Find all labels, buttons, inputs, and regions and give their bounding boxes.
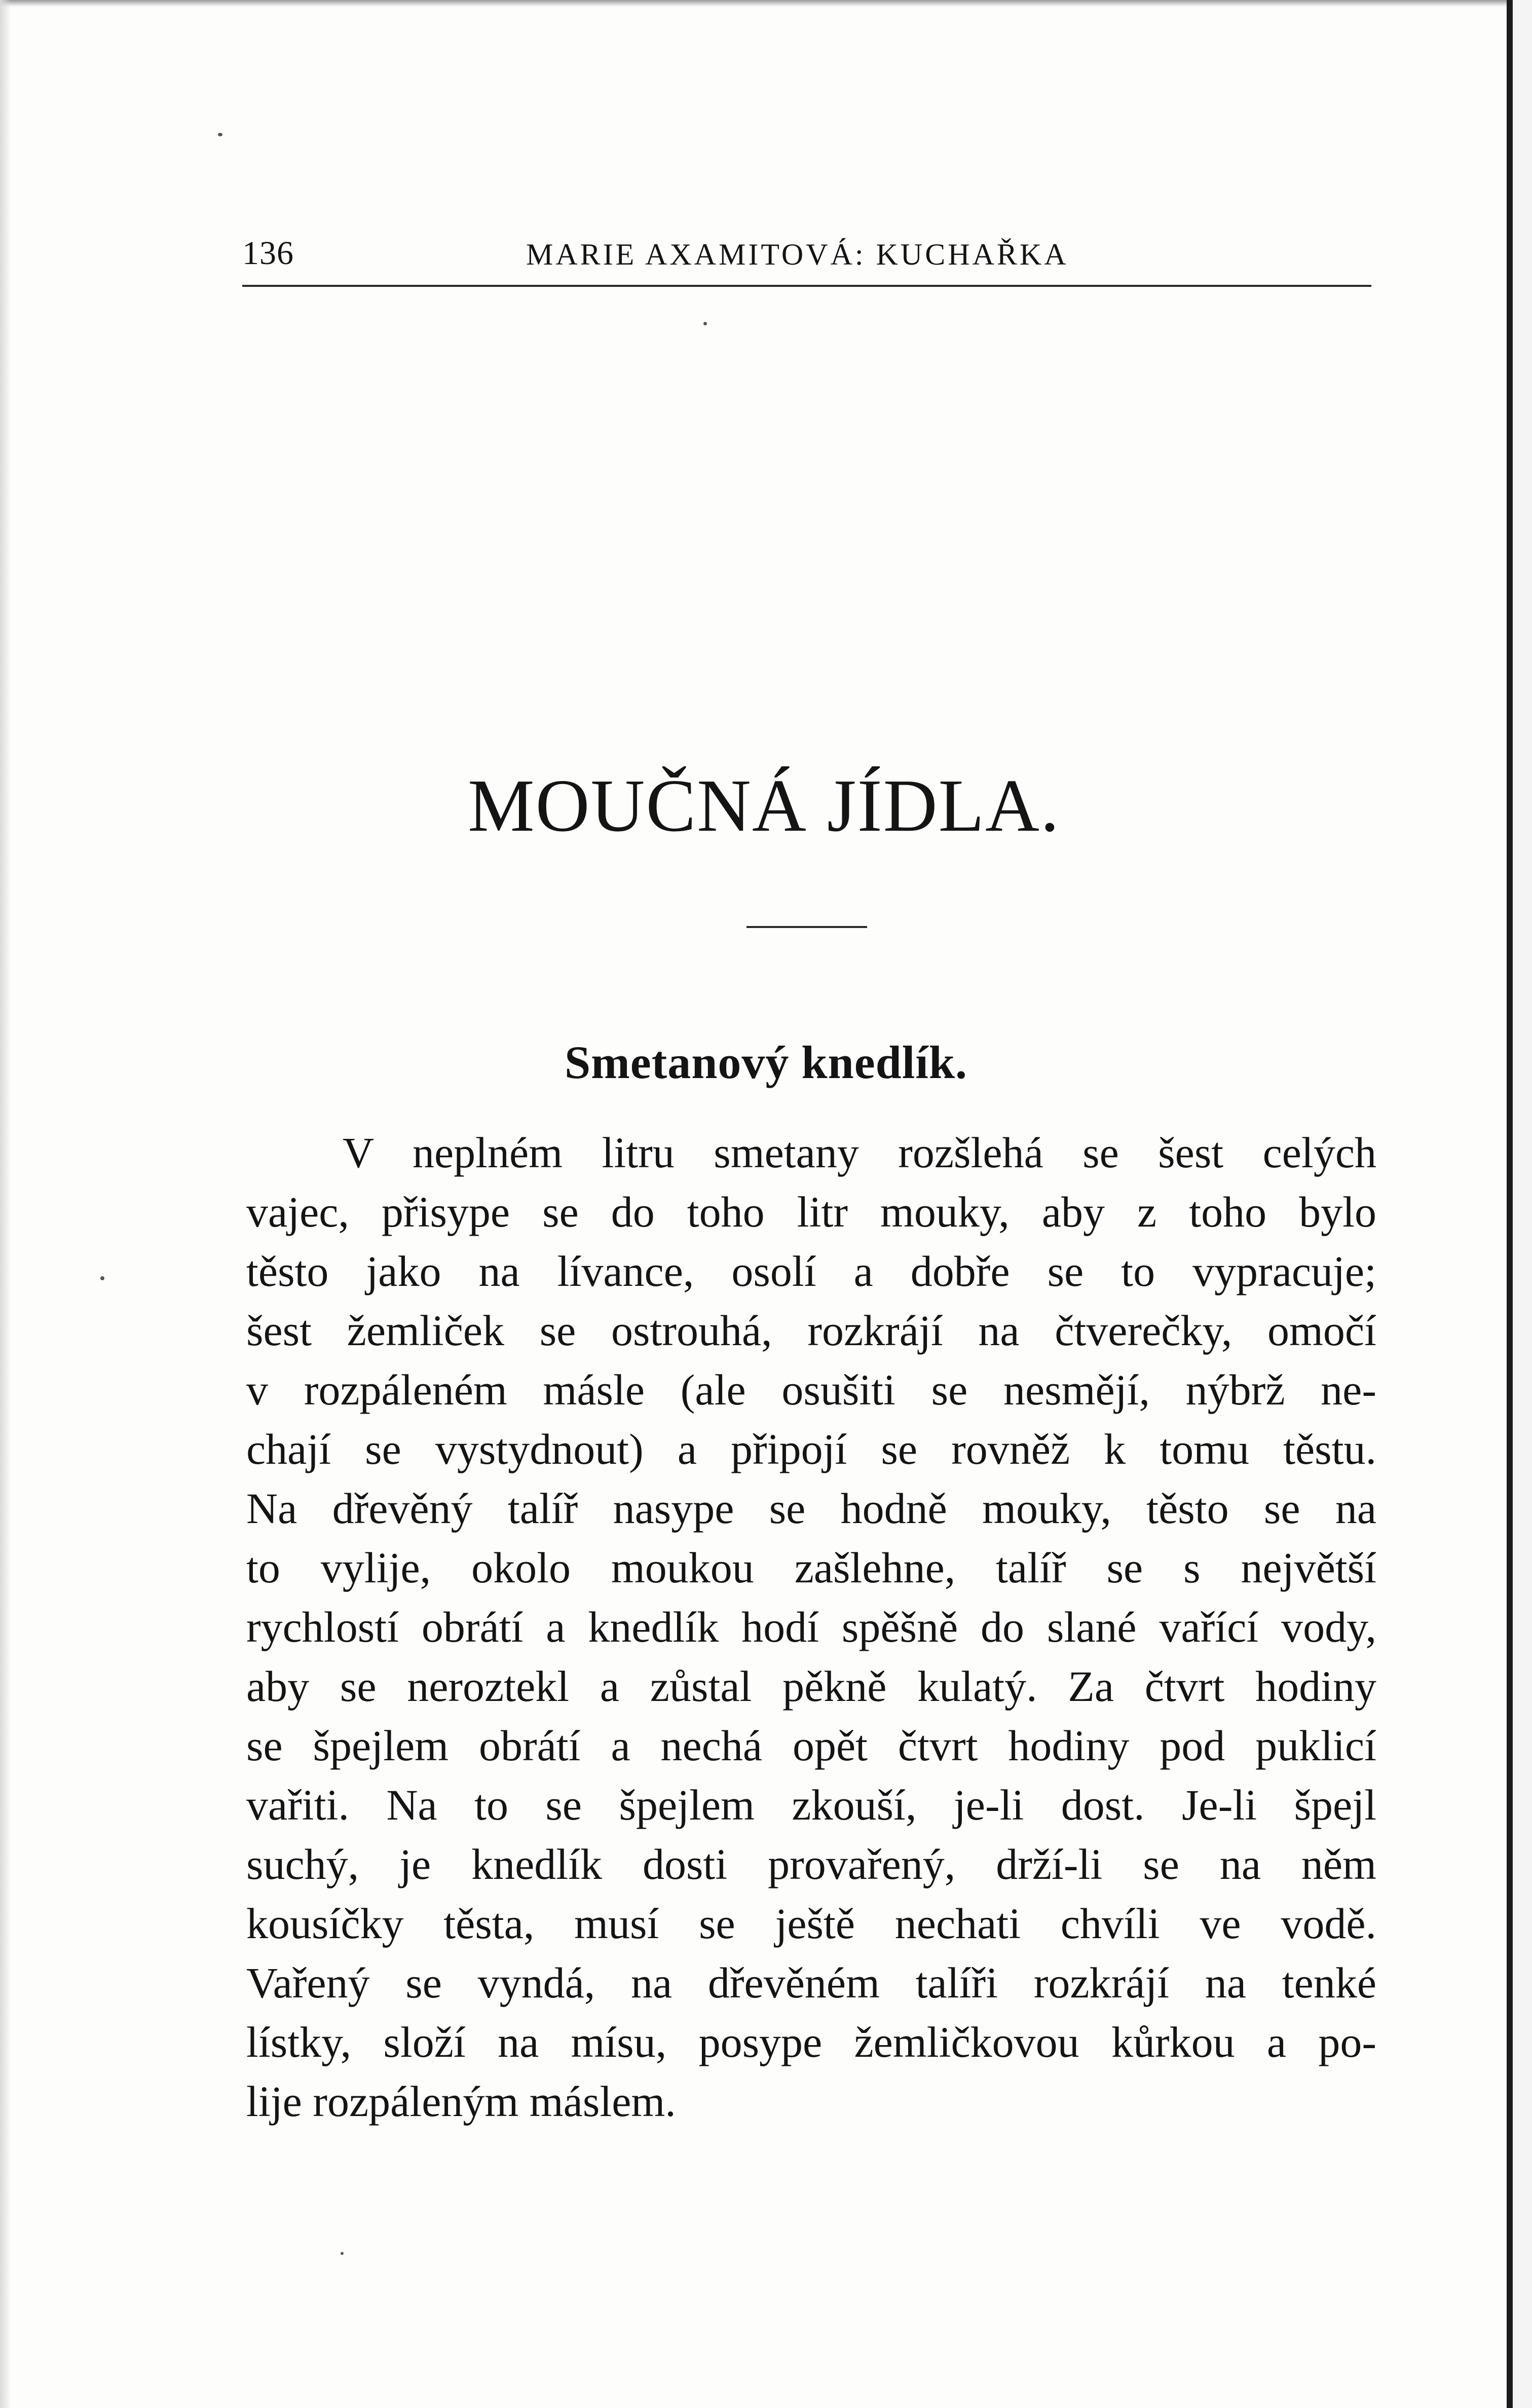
- header-rule: [242, 285, 1371, 287]
- text-line: šest žemliček se ostrouhá, rozkrájí na čtverečky, omočí: [246, 1306, 1376, 1355]
- text-line: to vylije, okolo moukou zašlehne, talíř se s největší: [246, 1543, 1376, 1592]
- text-line: lístky, složí na mísu, posype žemličkovou kůrkou a po-: [246, 2018, 1376, 2066]
- scan-speck: [341, 2252, 344, 2255]
- text-line: kousíčky těsta, musí se ještě nechati chvíli ve vodě.: [246, 1899, 1376, 1948]
- text-line: se špejlem obrátí a nechá opět čtvrt hodiny pod puklicí: [246, 1721, 1376, 1770]
- text-line: V neplném litru smetany rozšlehá se šest celých: [343, 1128, 1376, 1177]
- page-number: 136: [242, 235, 294, 272]
- scan-speck: [100, 1276, 104, 1280]
- scan-right-margin: [1513, 0, 1532, 2408]
- text-line: Na dřevěný talíř nasype se hodně mouky, těsto se na: [246, 1484, 1376, 1533]
- text-line: vajec, přisype se do toho litr mouky, aby z toho bylo: [246, 1188, 1376, 1236]
- scan-left-edge: [0, 0, 11, 2408]
- running-head: [242, 234, 1372, 290]
- chapter-divider-rule: [746, 926, 867, 928]
- scan-speck: [218, 133, 222, 136]
- text-line: suchý, je knedlík dosti provařený, drží-li se na něm: [246, 1840, 1376, 1888]
- text-line: vařiti. Na to se špejlem zkouší, je-li dost. Je-li špejl: [246, 1781, 1376, 1829]
- text-line: v rozpáleném másle (ale osušiti se nesmějí, nýbrž ne-: [246, 1365, 1376, 1414]
- recipe-title: Smetanový knedlík.: [564, 1036, 968, 1088]
- scan-top-edge: [0, 0, 1532, 7]
- chapter-title: MOUČNÁ JÍDLA.: [468, 764, 1060, 847]
- scan-right-border: [1507, 0, 1513, 2408]
- text-line: Vařený se vyndá, na dřevěném talíři rozkrájí na tenké: [246, 1958, 1376, 2007]
- recipe-body: [246, 1123, 1376, 2131]
- text-line: lije rozpáleným máslem.: [246, 2077, 676, 2126]
- text-line: chají se vystydnout) a připojí se rovněž k tomu těstu.: [246, 1425, 1376, 1473]
- text-line: aby se neroztekl a zůstal pěkně kulatý. Za čtvrt hodiny: [246, 1662, 1376, 1711]
- text-line: rychlostí obrátí a knedlík hodí spěšně do slané vařící vody,: [246, 1603, 1376, 1651]
- running-title: MARIE AXAMITOVÁ: KUCHAŘKA: [526, 238, 1069, 271]
- scan-speck: [703, 322, 707, 325]
- text-line: těsto jako na lívance, osolí a dobře se to vypracuje;: [246, 1247, 1376, 1295]
